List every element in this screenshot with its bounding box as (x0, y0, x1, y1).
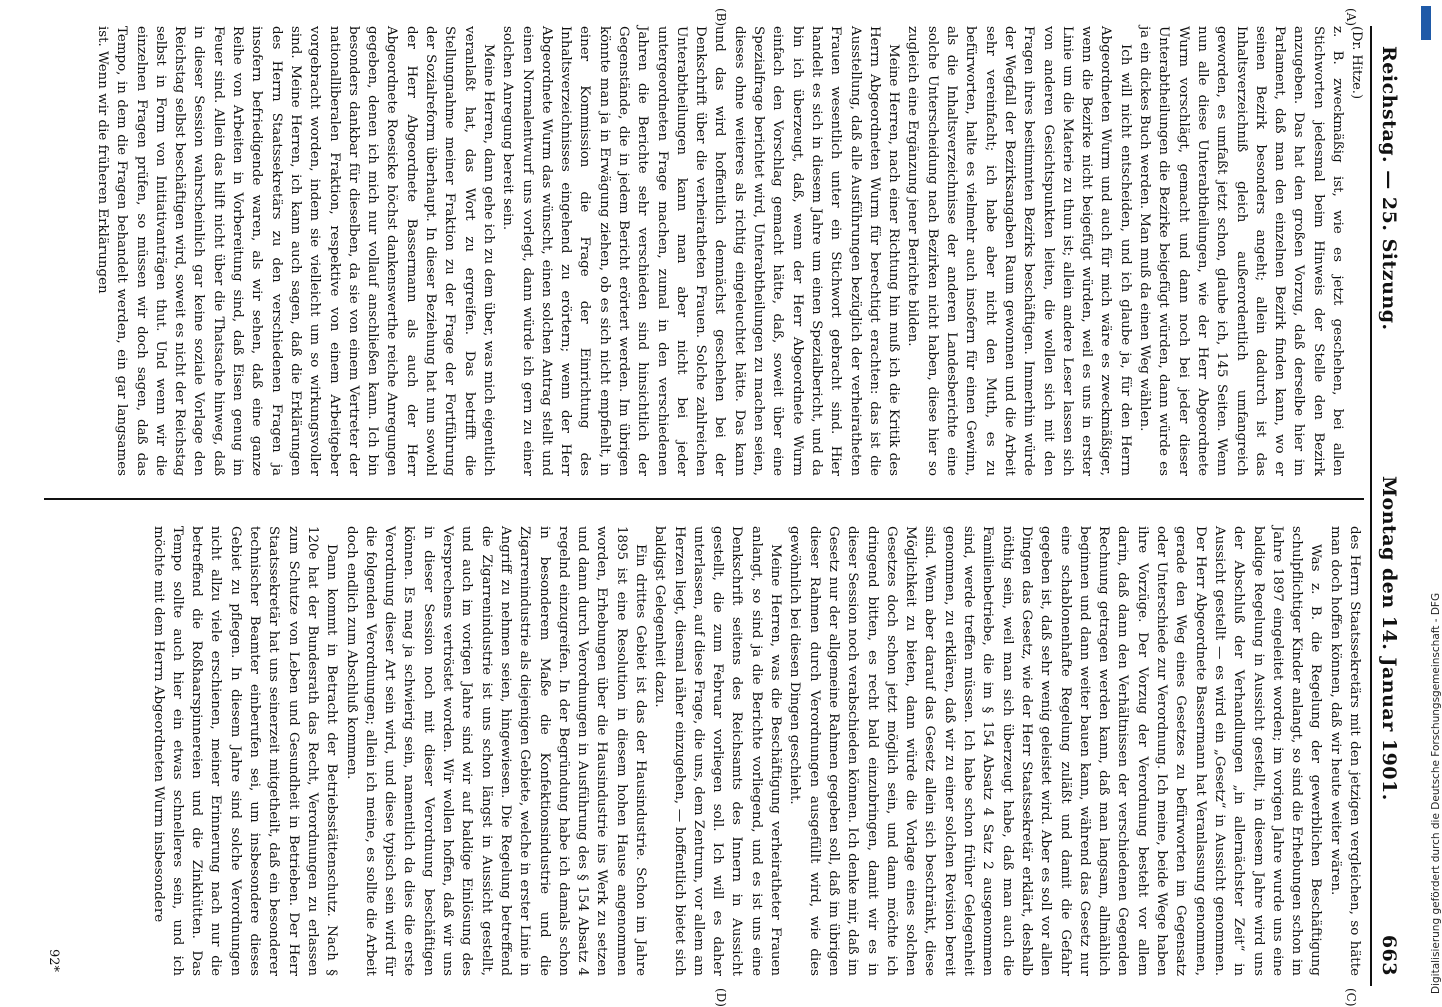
margin-mark-d: (D) (714, 988, 728, 1007)
reichstag-protocol-page (34, 6, 1404, 1007)
paragraph: Dann kommt in Betracht der Betriebsstättenschutz. Nach § 120e hat der Bundesrath das Recht, Verordnungen zu erlassen zum Schutze von Leben und Gesundheit in Betrieben. Der Herr Staatssekretär hat uns seinerzeit mitgetheilt, daß ein besonderer technischer Beamter einberufen sei, um insbesondere dieses Gebiet zu pflegen. In diesem Jahre sind solche Verordnungen nicht allzu viele erschienen, meiner Erinnerung nach nur die betreffend die Roßhaarspinnereien und die Zinkhütten. Das Tempo sollte auch hier ein etwas schnelleres sein, und ich möchte mit dem Herrn Abgeordneten Wurm insbesondere (150, 526, 340, 976)
signature-mark: 92* (46, 948, 61, 972)
margin-mark-c: (C) (1344, 988, 1358, 1007)
dfg-logo-text: DFG (1430, 17, 1438, 34)
header-session: Reichstag. — 25. Sitzung. (1378, 46, 1400, 331)
paragraph: Was z. B. die Regelung der gewerblichen Beschäftigung schulpflichtiger Kinder anlangt, so sind die Erhebungen schon im Jahre 1897 eingeleitet worden; im vorigen Jahre wurde uns eine baldige Regelung in Aussicht gestellt, in diesem Jahre wird uns der Abschluß der Verhandlungen „in allernächster Zeit“ in Aussicht gestellt — es wird ein „Gesetz“ in Aussicht genommen. Der Herr Abgeordnete Bassermann hat Veranlassung genommen, gerade den Weg eines Gesetzes zu befürworten im Gegensatz oder Unterschiede zur Verordnung. Ich meine, beide Wege haben ihre Vorzüge. Der Vorzug der Verordnung besteht vor allem darin, daß dann den Verhältnissen der verschiedenen Gegenden Rechnung getragen werden kann, daß man langsam, allmählich beginnen und dann weiter bauen kann, während das Gesetz nur eine schablonenhafte Regelung zuläßt und damit die Gefahr gegeben ist, daß sehr wenig geleistet wird. Aber es soll vor allen Dingen das Gesetz, wie der Herr Staatssekretär erklärt, deshalb nöthig sein, weil man sich überzeugt habe, daß man auch die Familienbetriebe, die im § 154 Absatz 4 Satz 2 ausgenommen sind, werde treffen müssen. Ich habe schon früher Gelegenheit genommen, zu erklären, daß wir zu einer solchen Revision bereit sind. Wenn aber darauf das Gesetz allein sich beschränkt, diese Möglichkeit zu bieten, dann würde die Vorlage eines solchen Gesetzes doch schon jetzt möglich sein, und dann möchte ich dringend bitten, es recht bald einzubringen, damit wir es in dieser Session noch verabschieden können. Ich denke mir, daß im Gesetz nur der allgemeine Rahmen gegeben soll, daß im übrigen dieser Rahmen durch Verordnungen ausgefüllt wird, wie dies gewöhnlich bei diesen Dingen geschieht. (787, 526, 1324, 976)
header-date: Montag den 14. Januar 1901. (1378, 476, 1400, 801)
page-header (1368, 6, 1404, 996)
column-rule (44, 498, 1364, 500)
paragraph: Meine Herren, dann gehe ich zu dem über, was mich eigentlich veranlaßt hat, das Wort zu ergreifen. Das betrifft die Stellungnahme meiner Fraktion zu der Frage der Fortführung der Sozialreform überhaupt. In dieser Beziehung hat nun sowohl der Herr Abgeordnete Bassermann als auch der Herr Abgeordnete Roesicke höchst dankenswerthe reiche Anregungen gegeben, denen ich mich nur vollauf anschließen kann. Ich bin besonders dankbar für dieselben, da sie von einem Vertreter der nationalliberalen Fraktion, respektive von einem Arbeitgeber vorgebracht worden, indem sie vielleicht um so wirkungsvoller sind. Meine Herren, ich kann auch sagen, daß die Erklärungen des Herrn Staatssekretärs zu den verschiedenen Fragen ja insofern befriedigende waren, als wir sehen, daß eine ganze Reihe von Arbeiten in Vorbereitung sind, daß Eisen genug im Feuer sind. Allein das hilft nicht über die Thatsache hinweg, daß in dieser Session wahrscheinlich gar keine soziale Vorlage den Reichstag selbst beschäftigen wird, soweit es nicht der Reichstag selbst in Form von Initiativanträgen thut. Und wenn wir die einzelnen Fragen prüfen, so müssen wir doch sagen, daß das Tempo, in dem die Fragen behandelt werden, ein gar langsames ist. Wenn wir die früheren Erklärungen (95, 26, 496, 476)
page-number: 663 (1378, 934, 1400, 976)
right-column (44, 526, 1364, 976)
header-rule (1370, 26, 1372, 986)
paragraph: Ich will nicht entscheiden, und ich glaube ja, für den Herrn Abgeordneten Wurm und auch für mich wäre es zweckmäßiger, wenn die Bezirke nicht beigefügt würden, weil es uns in erster Linie um die Materie zu thun ist; allein andere Leser lassen sich von anderen Gesichtspunkten leiten, die wollen sich mit den Fragen ihres bestimmten Bezirks beschäftigen. Immerhin würde der Wegfall der Bezirksangaben Raum gewonnen und die Arbeit sehr vereinfacht; ich habe aber nicht den Muth, es zu befürworten, halte es vielmehr auch insofern für einen Gewinn, als die Inhaltsverzeichnisse der anderen Landesberichte eine solche Unterscheidung nach Bezirken nicht haben, diese hier so zugleich eine Ergänzung jener Berichte bilden. (905, 26, 1133, 476)
margin-mark-b: (B) (714, 8, 728, 27)
paragraph: Ein drittes Gebiet ist das der Hausindustrie. Schon im Jahre 1895 ist eine Resolution in diesem hohen Hause angenommen worden, Erhebungen über die Hausindustrie ins Werk zu setzen und dann durch Verordnungen in Ausführung des § 154 Absatz 4 regelnd einzugreifen. In der Begründung habe ich damals schon in besonderem Maße die Konfektionsindustrie und die Zigarrenindustrie als diejenigen Gebiete, welche in erster Linie in Angriff zu nehmen seien, hingewiesen. Die Regelung betreffend die Zigarrenindustrie ist uns schon längst in Aussicht gestellt, und auch im vorigen Jahre sind wir auf baldige Einlösung des Versprechens vertröstet worden. Wir wollen hoffen, daß wir uns in dieser Session noch mit dieser Verordnung beschäftigen können. Es mag ja schwierig sein, namentlich da dies die erste Verordnung dieser Art sein wird, und diese typisch sein wird für die folgenden Verordnungen; allein ich meine, es sollte die Arbeit doch endlich zum Abschluß kommen. (343, 526, 649, 976)
paragraph: Meine Herren, was die Beschäftigung verheiratheter Frauen anlangt, so sind ja die Berichte vorliegend, und es ist uns eine Denkschrift seitens des Reichsamts des Innern in Aussicht gestellt, die zum Februar vorliegen soll. Ich will es daher unterlassen, auf diese Frage, die uns, dem Zentrum, vor allem am Herzen liegt, diesmal näher einzugehen, — hoffentlich bietet sich baldigst Gelegenheit dazu. (652, 526, 784, 976)
credit-text: Digitalisierung gefördert durch die Deutsche Forschungsgemeinschaft - DFG (1430, 592, 1442, 994)
speaker-label: (Dr. Hitze.) (1349, 26, 1364, 100)
margin-mark-a: (A) (1344, 8, 1358, 27)
paragraph: Meine Herren, nach einer Richtung hin muß ich die Kritik des Herrn Abgeordneten Wurm für berechtigt erachten: das ist die Ausstellung, daß alle Ausführungen bezüglich der verheiratheten Frauen wesentlich unter ein Stichwort gebracht sind. Hier handelt es sich in diesem Jahre um einen Spezialbericht, und da bin ich überzeugt, daß, wenn der Herr Abgeordnete Wurm einfach den Vorschlag gemacht hätte, daß, soweit über eine Spezialfrage berichtet wird, Unterabtheilungen zu machen seien, dieses ohne weiteres als richtig eingeleuchtet hätte. Das kann und das wird hoffentlich demnächst geschehen bei der Denkschrift über die verheiratheten Frauen. Solche zahlreichen Unterabtheilungen kann man aber nicht bei jeder untergeordneten Frage machen, zumal in den verschiedenen Jahren die Berichte sehr verschieden sind hinsichtlich der Gegenstände, die in jedem Bericht erörtert werden. Im übrigen könnte man ja in Erwägung ziehen, ob es sich nicht empfiehlt, in einer Kommission die Frage der Einrichtung des Inhaltsverzeichnisses eingehend zu erörtern; wenn der Herr Abgeordnete Wurm das wünscht, einen solchen Antrag stellt und einen Normalentwurf uns vorlegt, dann würde ich gern zu einer solchen Anregung bereit sein. (500, 26, 902, 476)
credit-strip (1418, 4, 1442, 996)
paragraph: des Herrn Staatssekretärs mit den jetzigen vergleichen, so hätte man doch hoffen können, daß wir heute weiter wären. (1327, 526, 1362, 976)
paragraph: z. B. zweckmäßig ist, wie es jetzt geschehen, bei allen Stichworten jedesmal beim Hinweis der Stelle den Bezirk anzugeben. Das hat den großen Vorzug, daß derselbe hier im Parlament, daß man den einzelnen Bezirk finden kann, wo er seinen Bezirk besonders angeht; allein dadurch ist das Inhaltsverzeichniß gleich außerordentlich umfangreich geworden, es umfaßt jetzt schon, glaube ich, 145 Seiten. Wenn nun alle diese Unterabtheilungen, wie der Herr Abgeordnete Wurm vorschlägt, gemacht und dann noch bei jeder dieser Unterabtheilungen die Bezirke beigefügt würden, dann würde es ja ein dickes Buch werden. Man muß da einen Weg wählen. (1137, 26, 1345, 476)
left-column (44, 26, 1364, 476)
